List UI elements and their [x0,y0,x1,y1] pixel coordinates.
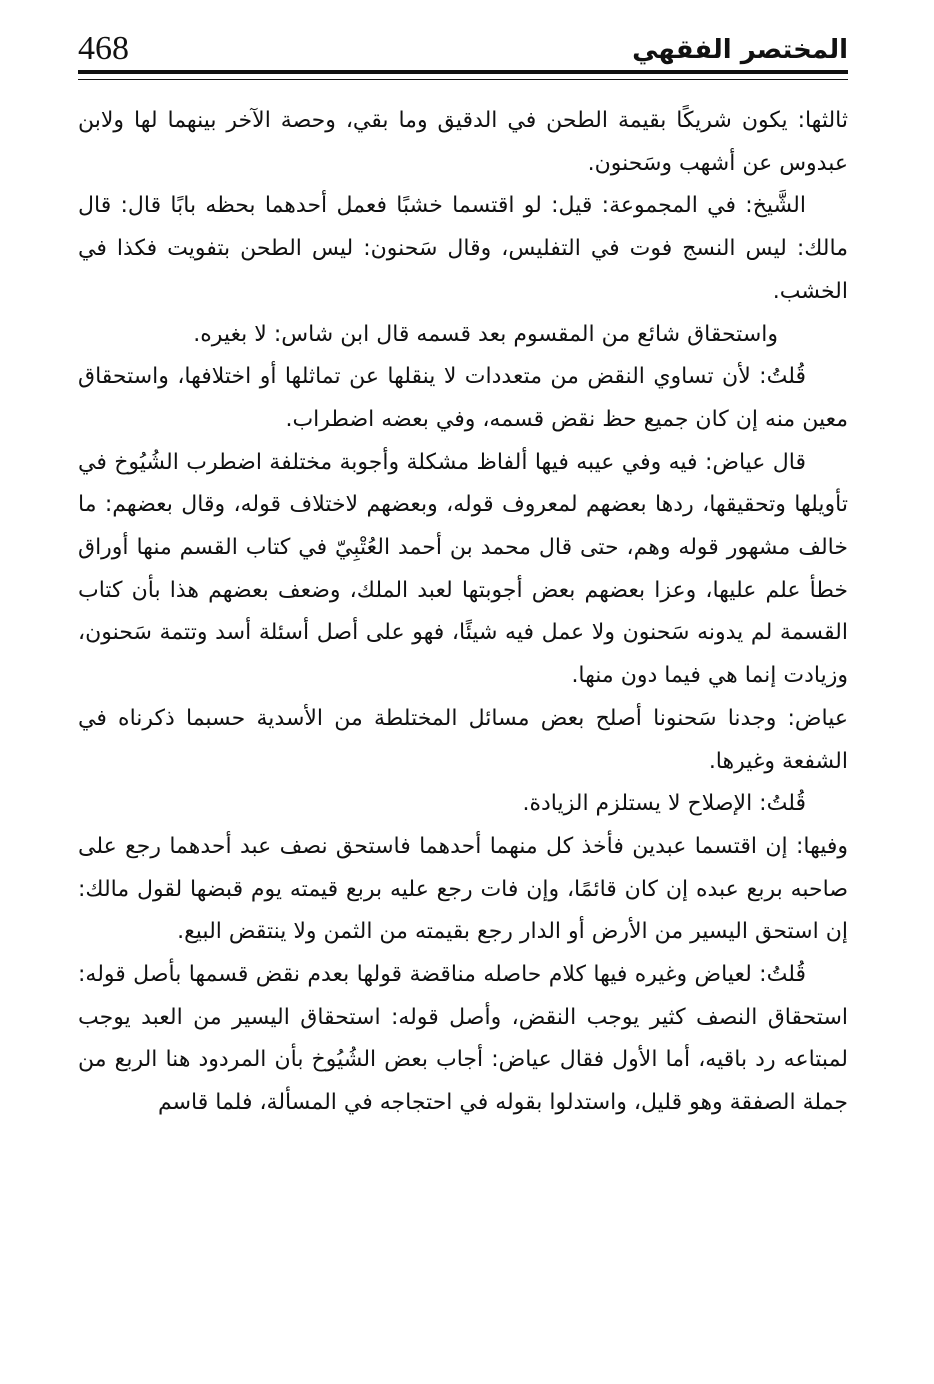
paragraph: قُلتُ: الإصلاح لا يستلزم الزيادة. [522,791,806,817]
page-number: 468 [78,30,129,67]
paragraph: قُلتُ: لعياض وغيره فيها كلام حاصله مناقضة قولها بعدم نقض قسمها بأصل قوله: استحقاق النصف كثير يوجب النقض، وأصل قوله: استحقاق اليسير من العبد يوجب لمبتاعه رد باقيه، أما الأول فقال عياض: أجاب بعض الشُيُوخ بأن المردود هنا الربع من جملة الصفقة وهو قليل، واستدلوا بقوله في احتجاجه في المسألة، فلما قاسم [78,962,848,1116]
header-rule-thick [78,70,848,74]
paragraph: ثالثها: يكون شريكًا بقيمة الطحن في الدقيق وما بقي، وحصة الآخر بينهما لها ولابن عبدوس عن أشهب وسَحنون. [78,108,848,176]
book-title: المختصر الفقهي [632,35,848,65]
paragraph: قال عياض: فيه وفي عيبه فيها ألفاظ مشكلة وأجوبة مختلفة اضطرب الشُيُوخ في تأويلها وتحقيقها، ردها بعضهم لمعروف قوله، وبعضهم لاختلاف قوله، وقال بعضهم: ما خالف مشهور قوله وهم، حتى قال محمد بن أحمد العُتْبِيّ في كتاب القسم منها أوراق خطأ علم عليها، وعزا بعضهم بعض أجوبتها لعبد الملك، وضعف بعضهم هذا بأن كتاب القسمة لم يدونه سَحنون ولا عمل فيه شيئًا، فهو على أصل أسئلة أسد وتتمة سَحنون، وزيادت إنما هي فيما دون منها. [78,449,848,689]
page-body [78,100,848,1125]
paragraph: الشَّيخ: في المجموعة: قيل: لو اقتسما خشبًا فعمل أحدهما بحظه بابًا قال: قال مالك: ليس النسج فوت في التفليس، وقال سَحنون: ليس الطحن بتفويت فكذا في الخشب. [78,193,848,304]
paragraph: عياض: وجدنا سَحنونا أصلح بعض مسائل المختلطة من الأسدية حسبما ذكرناه في الشفعة وغيرها. [78,705,848,774]
paragraph: قُلتُ: لأن تساوي النقض من متعددات لا ينقلها عن تماثلها أو اختلافها، واستحقاق معين منه إن كان جميع حظ نقض قسمه، وفي بعضه اضطراب. [78,364,848,432]
paragraph: وفيها: إن اقتسما عبدين فأخذ كل منهما أحدهما فاستحق نصف عبد أحدهما رجع على صاحبه بربع عبده إن كان قائمًا، وإن فات رجع عليه بربع قيمته يوم قبضها لقول مالك: إن استحق اليسير من الأرض أو الدار رجع بقيمته من الثمن ولا ينتقض البيع. [78,833,848,945]
page-header [78,28,848,76]
paragraph: واستحقاق شائع من المقسوم بعد قسمه قال ابن شاس: لا بغيره. [193,321,778,347]
header-rule-thin [78,79,848,80]
